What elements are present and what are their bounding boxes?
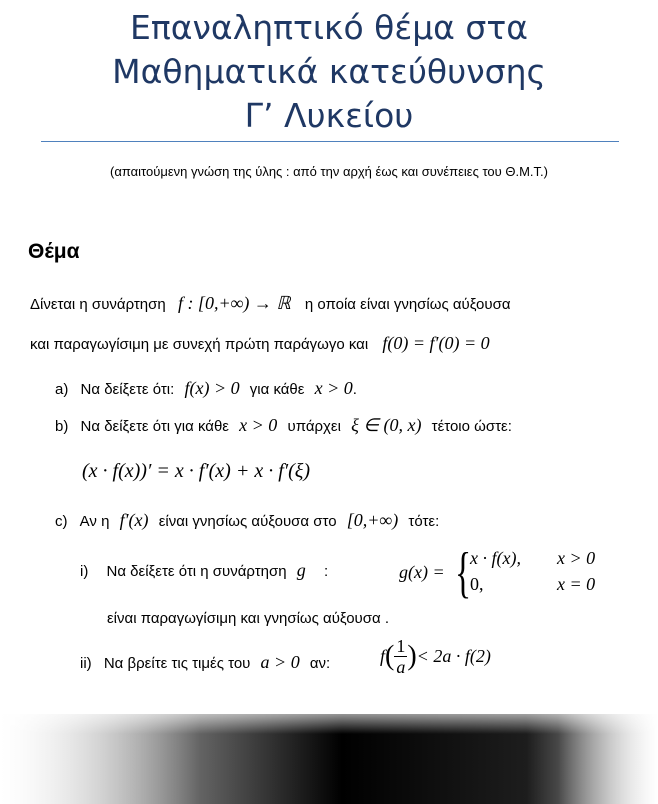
intro-text-c: και παραγωγίσιμη με συνεχή πρώτη παράγωγο και	[30, 336, 369, 353]
item-c-ii-f: f	[380, 646, 386, 666]
item-c-ii-inequality: f( $\frac{1}{a}$ )< 2a · f(2)	[380, 636, 491, 677]
title-divider	[41, 141, 619, 142]
piecewise-case-2	[470, 574, 484, 595]
intro-text-a: Δίνεται η συνάρτηση	[30, 296, 166, 313]
item-a-label: a)	[55, 381, 69, 398]
item-c-math-1: f′(x)	[119, 510, 149, 530]
item-c-i-continuation	[107, 610, 389, 627]
item-c-text-1: Αν η	[79, 513, 110, 530]
item-c-ii	[80, 652, 330, 673]
piecewise-cond-1-expr: x > 0	[557, 548, 596, 568]
intro-line-1	[30, 293, 511, 314]
item-b-math-1: x > 0	[239, 415, 278, 435]
intro-math-initial: f(0) = f′(0) = 0	[382, 333, 490, 353]
intro-math-domain: f : [0,+∞) → ℝ	[177, 293, 291, 313]
piecewise-cond-2-expr: x = 0	[557, 574, 596, 594]
piecewise-lhs	[399, 562, 445, 583]
item-c-ii-math-1: a > 0	[260, 652, 300, 672]
item-b-text-3: τέτοιο ώστε:	[431, 418, 512, 435]
item-c-i-text: Να δείξετε ότι η συνάρτηση	[106, 563, 287, 580]
item-c-ii-rhs: < 2a · f(2)	[416, 646, 491, 666]
item-c-i-colon: :	[323, 563, 329, 580]
item-b-math-2: ξ ∈ (0, x)	[351, 415, 422, 435]
piecewise-lhs-text: g(x) =	[399, 562, 445, 582]
item-b-text-1: Να δείξετε ότι για κάθε	[80, 418, 229, 435]
item-c-ii-text-1: Να βρείτε τις τιμές του	[103, 655, 251, 672]
item-b-label: b)	[55, 418, 69, 435]
piecewise-case-2-expr: 0,	[470, 574, 484, 594]
item-a-text-2: για κάθε	[249, 381, 305, 398]
item-c-i	[80, 560, 328, 581]
title-line-3: Γ’ Λυκείου	[244, 96, 414, 135]
item-c-math-2: [0,+∞)	[346, 510, 399, 530]
item-c-ii-text-2: αν:	[309, 655, 331, 672]
piecewise-case-1	[470, 548, 521, 569]
item-b	[55, 415, 512, 436]
item-c-i-text-2: είναι παραγωγίσιμη και γνησίως αύξουσα .	[107, 610, 390, 627]
item-c	[55, 510, 439, 531]
piecewise-cond-1	[557, 548, 595, 569]
intro-text-b: η οποία είναι γνησίως αύξουσα	[304, 296, 511, 313]
item-a-text-1: Να δείξετε ότι:	[80, 381, 175, 398]
fraction-denominator: a	[396, 657, 406, 677]
fraction-numerator: 1	[396, 636, 406, 656]
item-a-math-2: x > 0	[314, 378, 353, 398]
item-c-text-3: τότε:	[408, 513, 440, 530]
item-b-formula-text: (x · f(x))′ = x · f′(x) + x · f′(ξ)	[82, 460, 311, 482]
item-c-label: c)	[55, 513, 68, 530]
item-c-i-label: i)	[80, 563, 89, 580]
item-b-text-2: υπάρχει	[287, 418, 341, 435]
item-b-formula	[82, 460, 310, 483]
item-a-period: .	[352, 381, 357, 398]
piecewise-brace: {	[455, 542, 472, 604]
item-a-math-1: f(x) > 0	[184, 378, 240, 398]
item-c-i-g: g	[296, 560, 306, 580]
item-c-text-2: είναι γνησίως αύξουσα στο	[158, 513, 337, 530]
item-c-ii-fraction	[394, 636, 407, 677]
item-a	[55, 378, 357, 399]
piecewise-case-1-expr: x · f(x),	[470, 548, 521, 568]
subtitle: (απαιτούμενη γνώση της ύλης : από την αρχή έως και συνέπειες του Θ.Μ.Τ.)	[110, 164, 548, 179]
page-shadow-top-fade	[0, 700, 658, 734]
section-heading: Θέμα	[28, 240, 80, 263]
title-line-2: Μαθηματικά κατεύθυνσης	[112, 52, 546, 91]
piecewise-cond-2	[557, 574, 595, 595]
item-c-ii-label: ii)	[80, 655, 92, 672]
document-title	[0, 6, 658, 138]
title-line-1: Επαναληπτικό θέμα στα	[130, 8, 528, 47]
intro-line-2	[30, 333, 490, 354]
